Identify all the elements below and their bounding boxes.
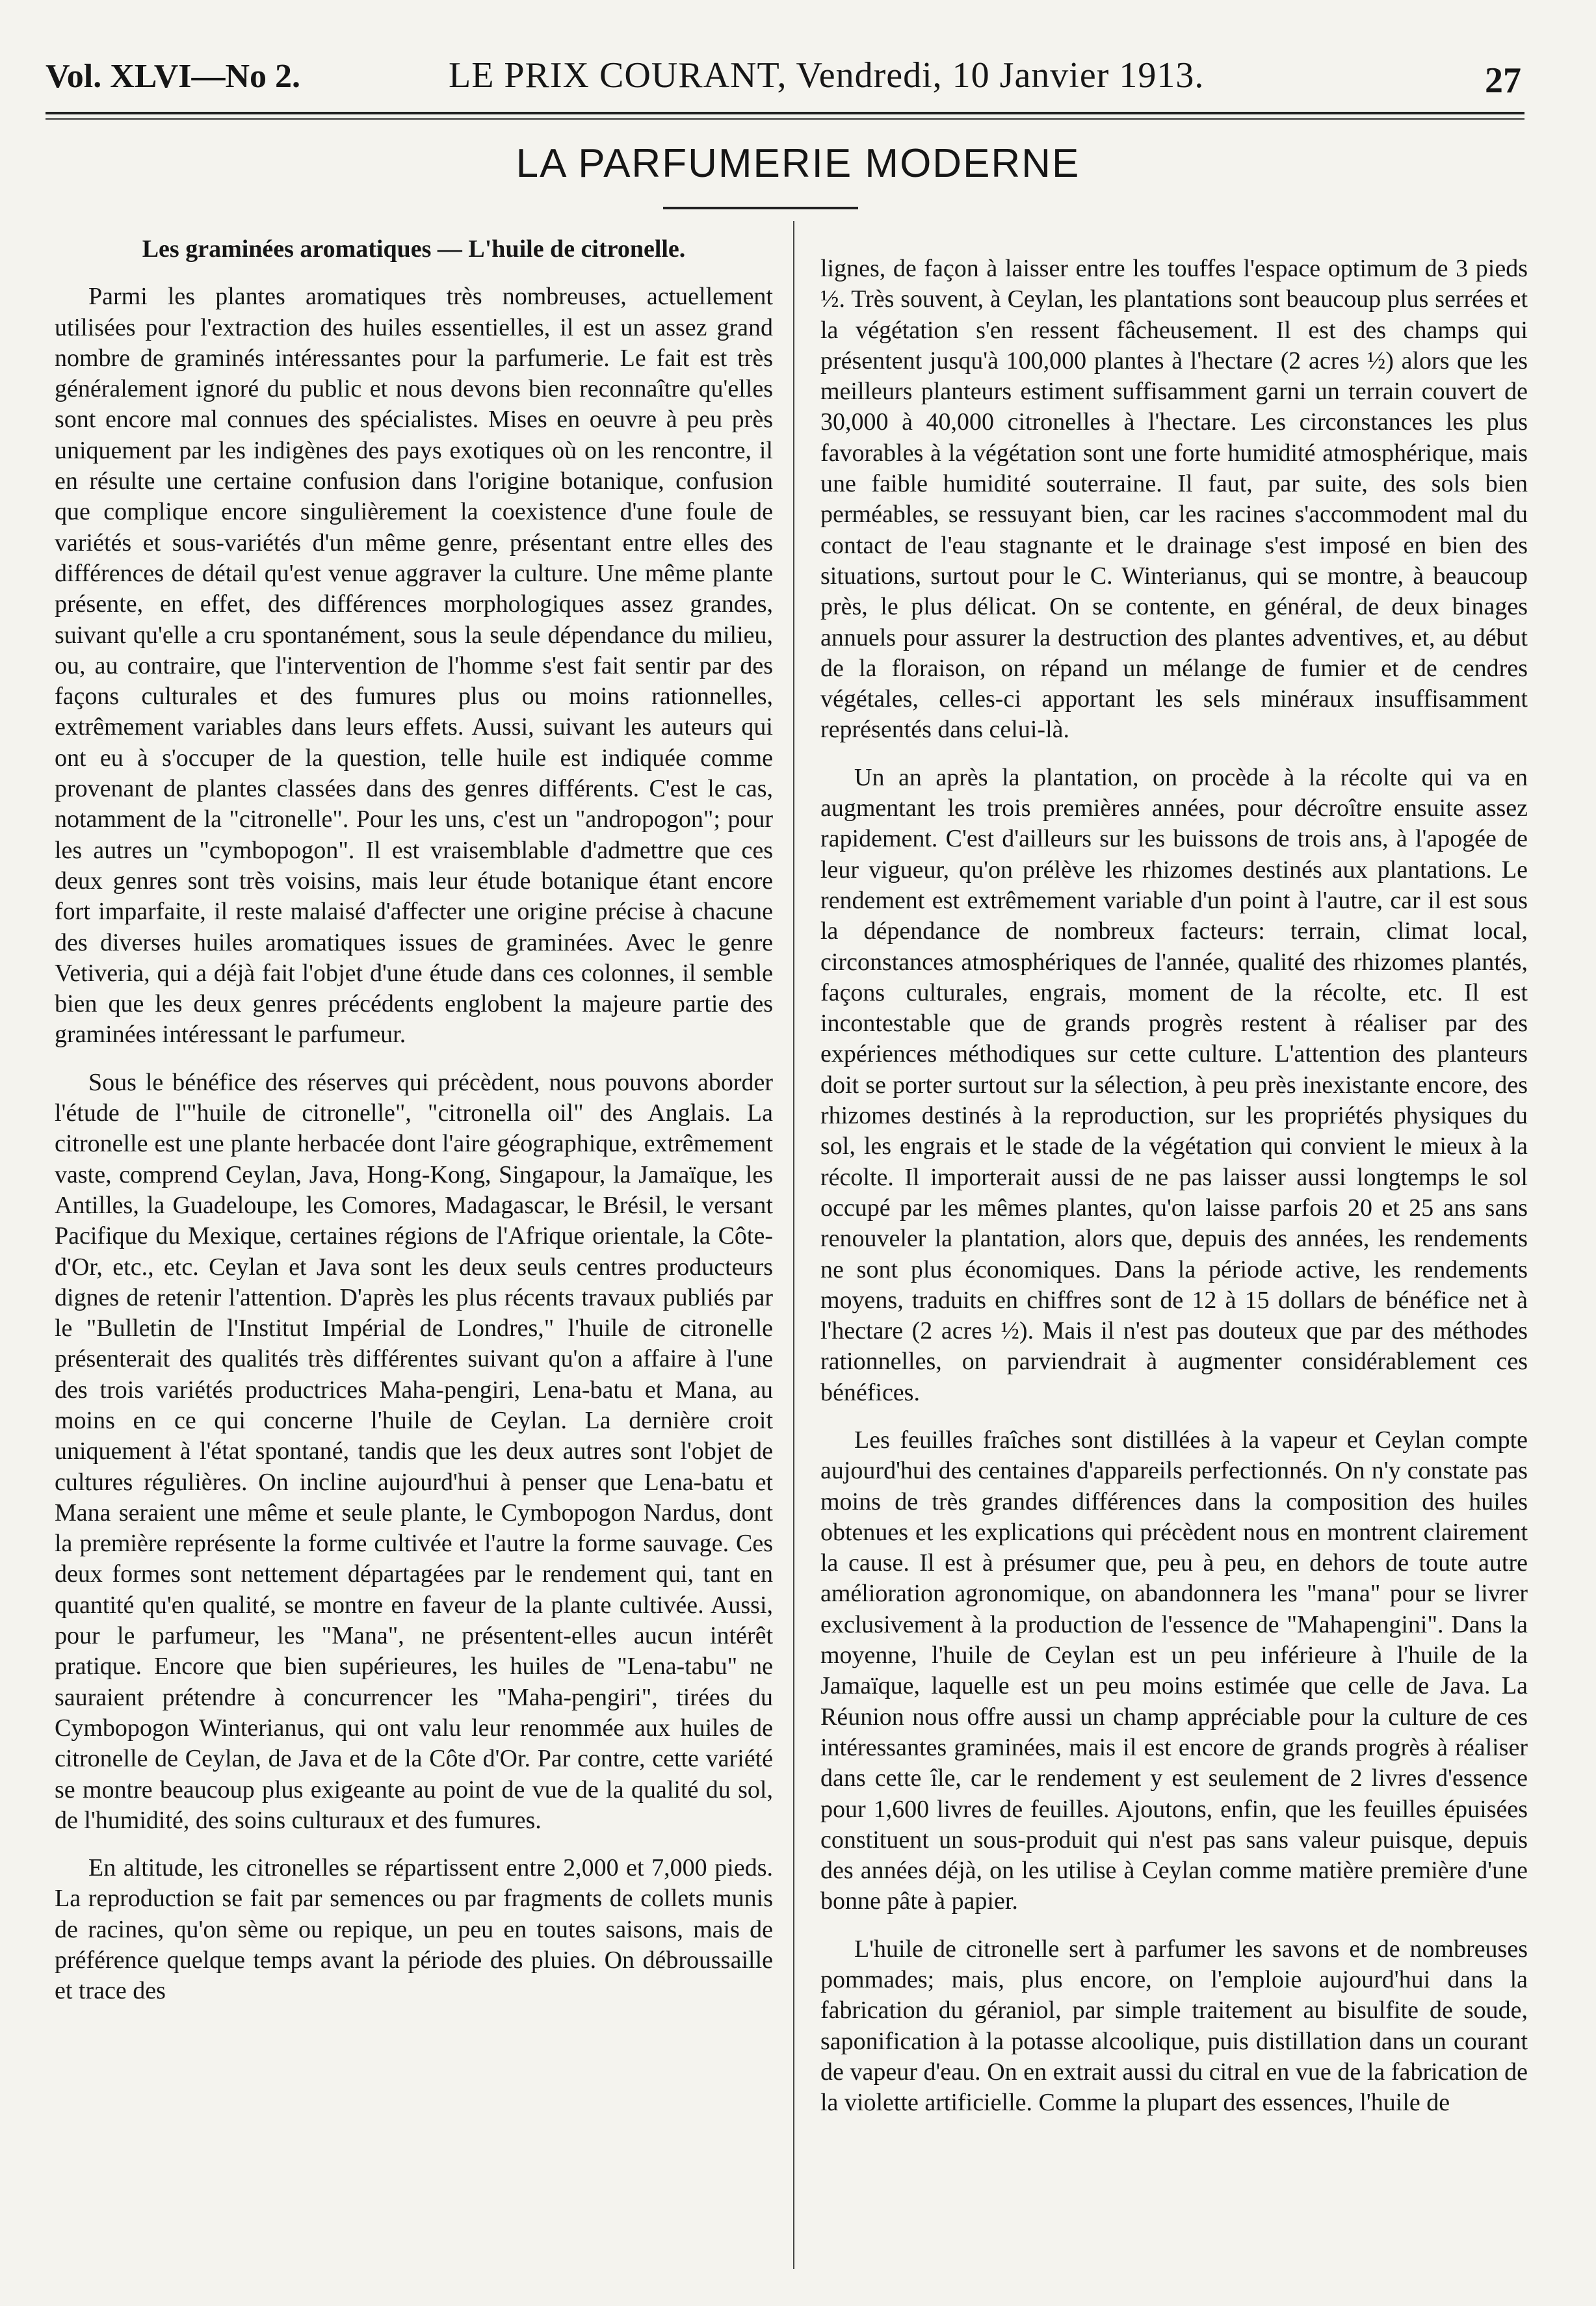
page-number: 27 [1485,60,1521,101]
paragraph: lignes, de façon à laisser entre les touffes l'espace optimum de 3 pieds ½. Très souvent, à Ceylan, les plantations sont beaucoup plus serrées et la végétation s'en ressent fâcheusement. Il est des champs qui présentent jusqu'à 100,000 plantes à l'hectare (2 acres ½) alors que les meilleurs planteurs estiment suffisamment garni un terrain couvert de 30,000 à 40,000 citronelles à l'hectare. Les circonstances les plus favorables à la végétation sont une forte humidité atmosphérique, mais une faible humidité souterraine. Il faut, par suite, des sols bien perméables, se ressuyant bien, car les racines s'accommodent mal du contact de l'eau stagnante et le drainage s'est imposé en bien des situations, surtout pour le C. Winterianus, qui se montre, à beaucoup près, le plus délicat. On se contente, en général, de deux binages annuels pour assurer la destruction des plantes adventives, et, au début de la floraison, on répand un mélange de fumier et de cendres végétales, celles-ci apportant les sels minéraux insuffisamment représentés dans celui-là. [820,255,1528,744]
column-divider [793,221,794,2269]
publication-title: LE PRIX COURANT, Vendredi, 10 Janvier 1913. [449,55,1205,96]
right-column [820,254,1528,2295]
page-header [46,26,1521,101]
section-title-rule [663,207,858,209]
paragraph: Sous le bénéfice des réserves qui précèdent, nous pouvons aborder l'étude de l'"huile de citronelle", "citronella oil" des Anglais. La citronelle est une plante herbacée dont l'aire géographique, extrêmement vaste, comprend Ceylan, Java, Hong-Kong, Singapour, la Jamaïque, les Antilles, la Guadeloupe, les Comores, Madagascar, le Brésil, le versant Pacifique du Mexique, certaines régions de l'Afrique orientale, la Côte-d'Or, etc., etc. Ceylan et Java sont les deux seuls centres producteurs dignes de retenir l'attention. D'après les plus récents travaux publiés par le "Bulletin de l'Institut Impérial de Londres," l'huile de citronelle présenterait des qualités très différentes suivant qu'on a affaire à l'une des trois variétés productrices Maha-pengiri, Lena-batu et Mana, au moins en ce qui concerne l'huile de Ceylan. La dernière croit uniquement à l'état spontané, tandis que les deux autres sont l'objet de cultures régulières. On incline aujourd'hui à penser que Lena-batu et Mana seraient une même et seule plante, le Cymbopogon Nardus, dont la première représente la forme cultivée et l'autre la forme sauvage. Ces deux formes sont nettement départagées par le rendement qui, tant en quantité qu'en qualité, se montre en faveur de la plante cultivée. Aussi, pour le parfumeur, les "Mana", ne présentent-elles aucun intérêt pratique. Encore que bien supérieures, les huiles de "Lena-tabu" ne sauraient prétendre à concurrencer les "Maha-pengiri", tirées du Cymbopogon Winterianus, qui ont valu leur renommée aux huiles de citronelle de Ceylan, de Java et de la Côte d'Or. Par contre, cette variété se montre beaucoup plus exigeante au point de vue de la qualité du sol, de l'humidité, des soins culturaux et des fumures. [55,1068,773,1834]
paragraph: Parmi les plantes aromatiques très nombreuses, actuellement utilisées pour l'extraction des huiles essentielles, il est un assez grand nombre de graminés intéressantes pour la parfumerie. Le fait est très généralement ignoré du public et nous devons bien reconnaître qu'elles sont encore mal connues des spécialistes. Mises en oeuvre à peu près uniquement par les indigènes des pays exotiques où on les rencontre, il en résulte une certaine confusion dans l'origine botanique, confusion que complique encore singulièrement la coexistence d'une foule de variétés et sous-variétés d'un même genre, présentant entre elles des différences de détail qu'est venue aggraver la culture. Une même plante présente, en effet, des différences morphologiques assez grandes, suivant qu'elle a cru spontanément, sous la seule dépendance du milieu, ou, au contraire, que l'intervention de l'homme s'est fait sentir par des façons culturales et des fumures plus ou moins rationnelles, extrêmement variables dans leurs effets. Aussi, suivant les auteurs qui ont eu à s'occuper de la question, telle huile est indiquée comme provenant de plantes classées dans des genres différents. C'est le cas, notamment de la "citronelle". Pour les uns, c'est un "andropogon"; pour les autres un "cymbopogon". Il est vraisemblable d'admettre que ces deux genres sont très voisins, mais leur étude botanique étant encore fort imparfaite, il reste malaisé d'affecter une origine précise à chacune des diverses huiles aromatiques issues de graminées. Avec le genre Vetiveria, qui a déjà fait l'objet d'une étude dans ces colonnes, il semble bien que les deux genres précédents englobent la majeure partie des graminées intéressant le parfumeur. [55,283,773,1049]
paragraph: Les feuilles fraîches sont distillées à la vapeur et Ceylan compte aujourd'hui des centaines d'appareils perfectionnés. On n'y constate pas moins de très grandes différences dans la composition des huiles obtenues et les explications qui précèdent nous en montrent clairement la cause. Il est à présumer que, peu à peu, en dehors de toute autre amélioration agronomique, on abandonnera les "mana" pour se livrer exclusivement à la production de l'essence de "Mahapengini". Dans la moyenne, l'huile de Ceylan est un peu inférieure à l'huile de la Jamaïque, laquelle est un peu moins estimée que celle de Java. La Réunion nous offre aussi un champ appréciable pour la culture de ces intéressantes graminées, mais il est encore de grands progrès à réaliser dans cette île, car le rendement y est seulement de 2 livres d'essence pour 1,600 livres de feuilles. Ajoutons, enfin, que les feuilles épuisées constituent un sous-produit qui n'est pas sans valeur puisque, depuis des années déjà, on les utilise à Ceylan comme matière première d'une bonne pâte à papier. [820,1426,1528,1915]
section-title: LA PARFUMERIE MODERNE [516,141,1080,186]
paragraph: L'huile de citronelle sert à parfumer les savons et de nombreuses pommades; mais, plus encore, on l'emploie aujourd'hui dans la fabrication du géraniol, par simple traitement au bisulfite de soude, saponification à la potasse alcoolique, puis distillation dans un courant de vapeur d'eau. On en extrait aussi du citral en vue de la fabrication de la violette artificielle. Comme la plupart des essences, l'huile de [820,1935,1528,2117]
paragraph: Un an après la plantation, on procède à la récolte qui va en augmentant les trois premières années, pour décroître ensuite assez rapidement. C'est d'ailleurs sur les buissons de trois ans, à l'apogée de leur vigueur, qu'on prélève les rhizomes destinés aux plantations. Le rendement est extrêmement variable d'un point à l'autre, car il est sous la dépendance de nombreux facteurs: terrain, climat local, circonstances atmosphériques de l'année, qualité des rhizomes plantés, façons culturales, engrais, moment de la récolte, etc. Il est incontestable que de grands progrès restent à réaliser par des expériences méthodiques sur cette culture. L'attention des planteurs doit se porter surtout sur la sélection, à peu près inexistante encore, des rhizomes destinés à la reproduction, sur les propriétés physiques du sol, les engrais et le stade de la végétation qui convient le mieux à la récolte. Il importerait aussi de ne pas laisser aussi longtemps le sol occupé par les mêmes plantes, qu'on laisse parfois 20 et 25 ans sans renouveler la plantation, alors que, depuis des années, les rendements ne sont plus économiques. Dans la période active, les rendements moyens, traduits en chiffres sont de 12 à 15 dollars de bénéfice net à l'hectare (2 acres ½). Mais il n'est pas douteux que par des méthodes rationnelles, on parviendrait à augmenter considérablement ces bénéfices. [820,763,1528,1406]
left-column [55,234,773,2275]
volume-number: Vol. XLVI—No 2. [46,58,301,95]
header-rule [46,112,1524,114]
header-rule-thin [46,118,1524,120]
paragraph: En altitude, les citronelles se répartissent entre 2,000 et 7,000 pieds. La reproduction se fait par semences ou par fragments de collets munis de racines, qu'on sème ou repique, un peu en toutes saisons, mais de préférence quelque temps avant la période des pluies. On débroussaille et trace des [55,1854,773,2005]
article-title: Les graminées aromatiques — L'huile de citronelle. [142,235,686,263]
